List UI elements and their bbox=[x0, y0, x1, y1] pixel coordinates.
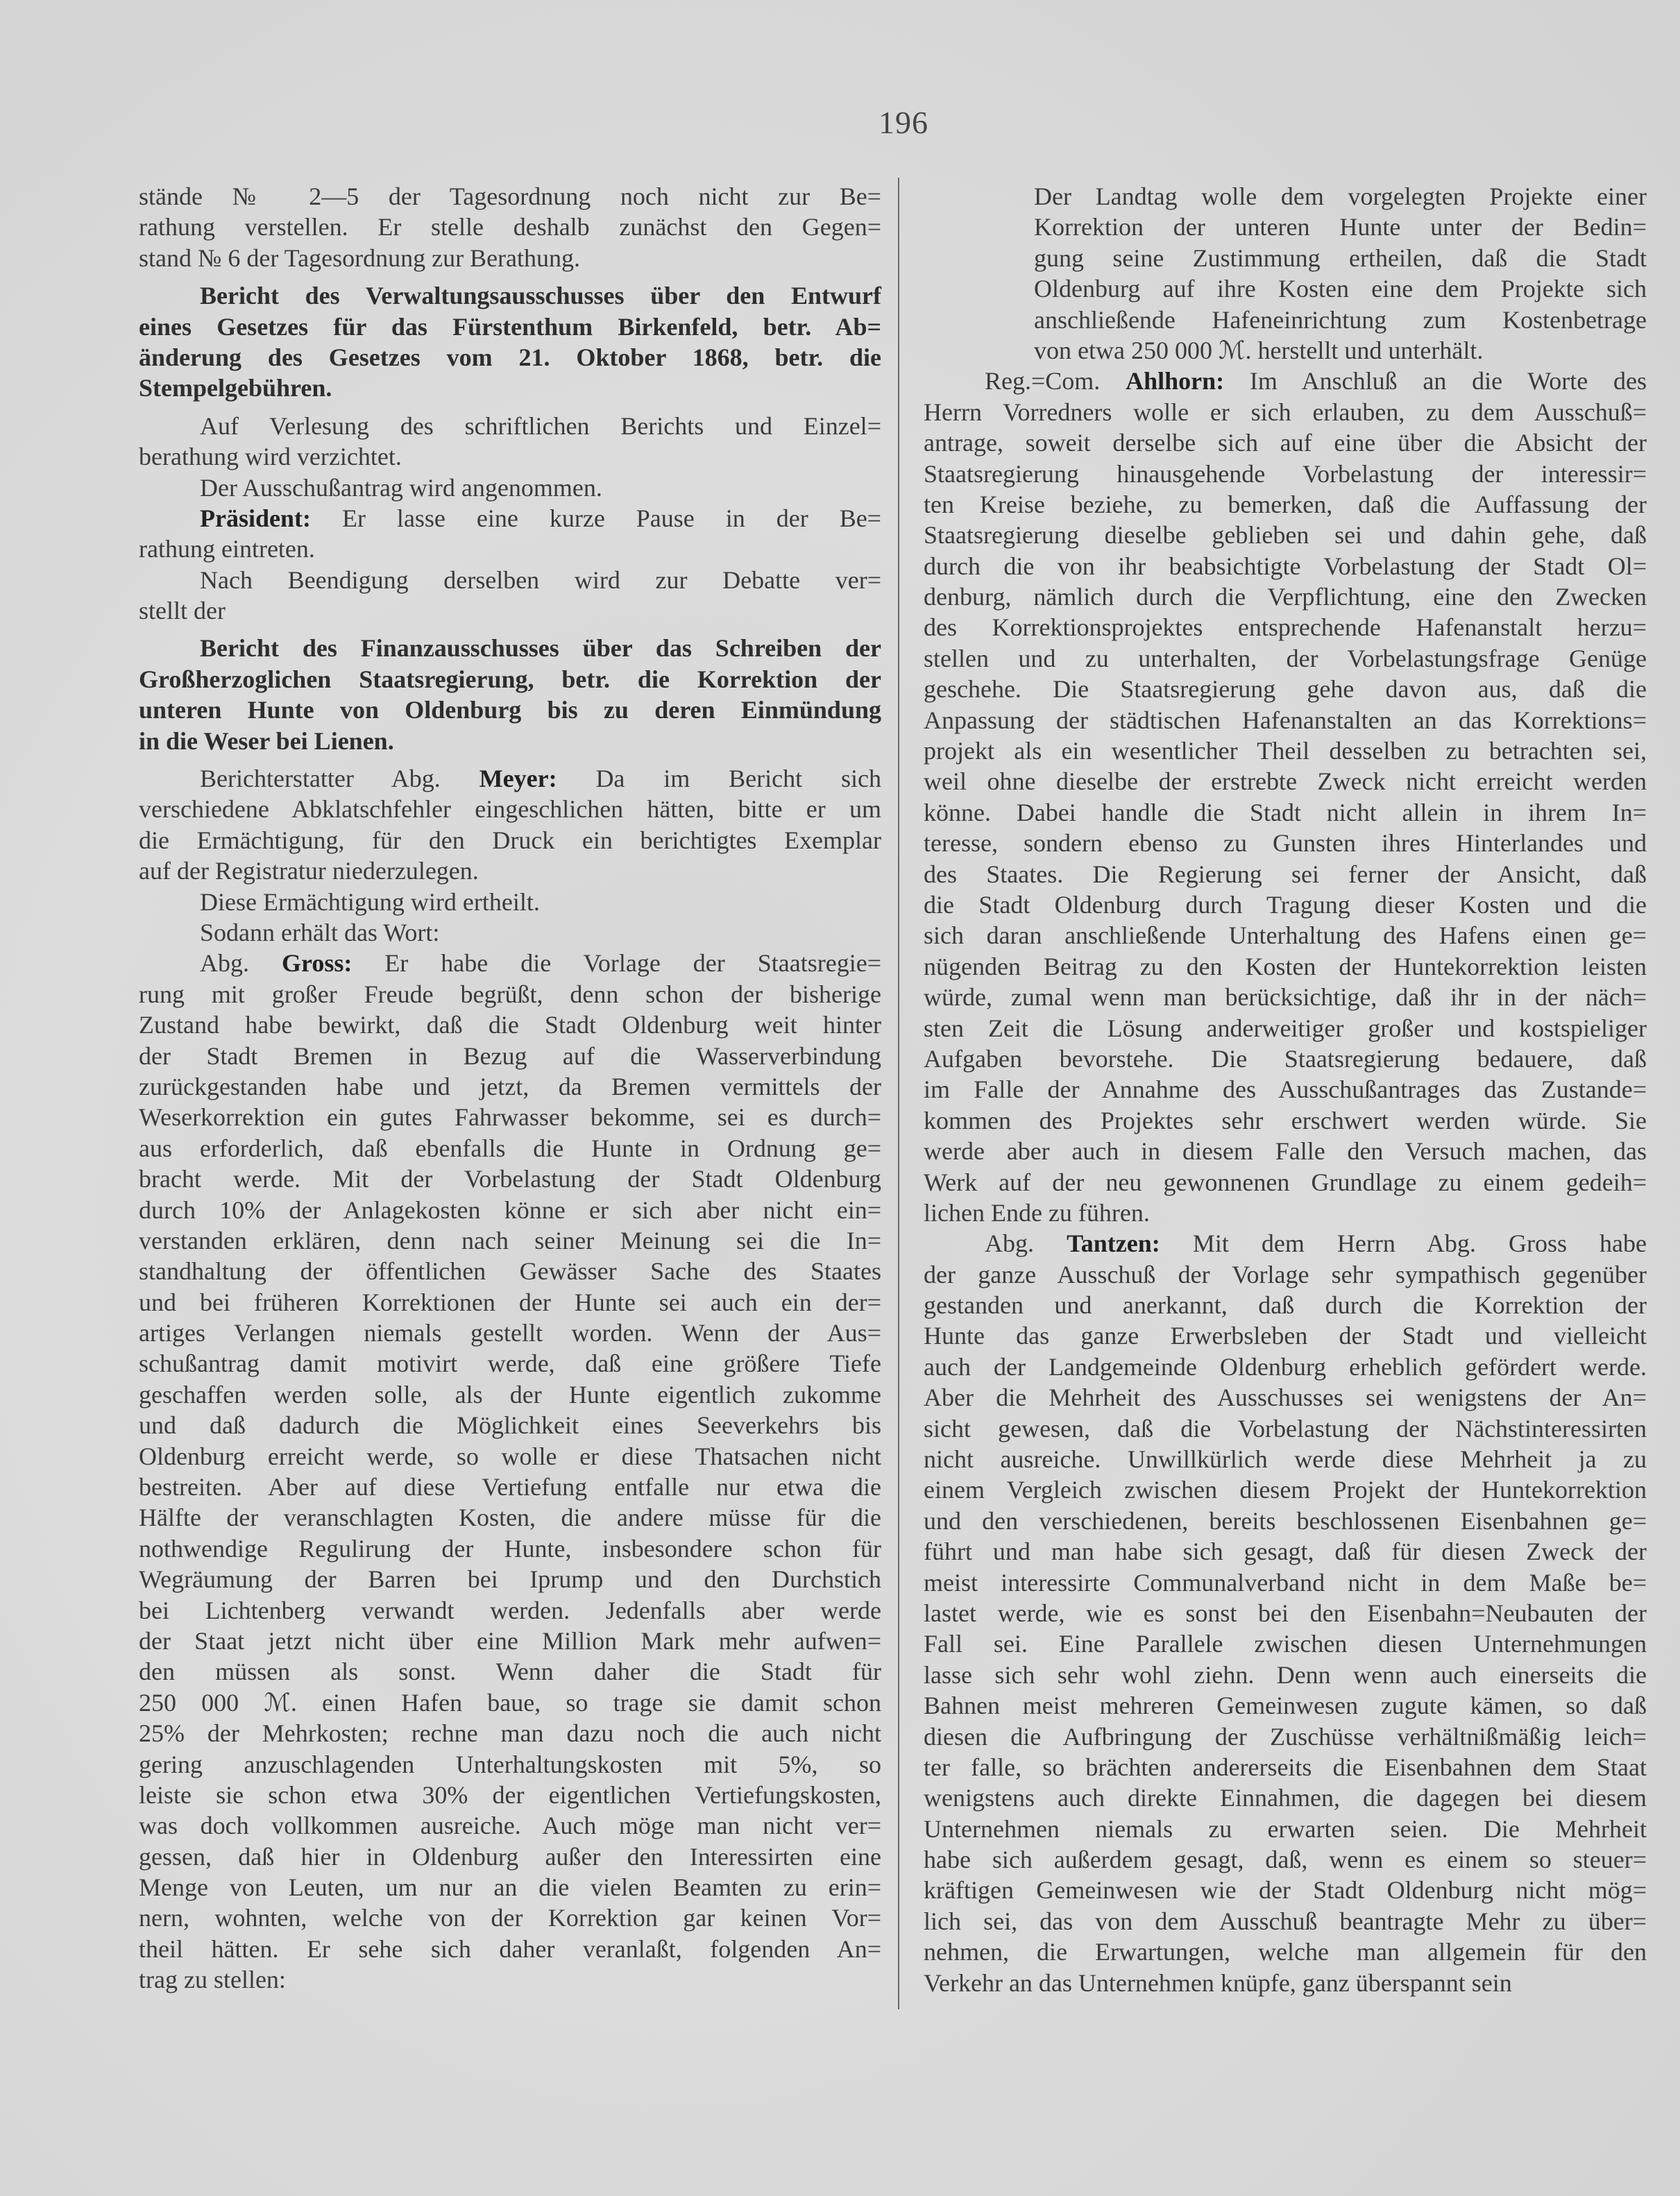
left-column bbox=[139, 181, 881, 1995]
text-line: Sodann erhält das Wort: bbox=[200, 918, 440, 946]
text-line: verstanden erklären, denn nach seiner Meinung sei die In= bbox=[139, 1226, 881, 1254]
right-column bbox=[924, 181, 1647, 1998]
text-line: auf der Registratur niederzulegen. bbox=[139, 857, 479, 885]
text-line bbox=[139, 948, 881, 978]
text-line: Großherzoglichen Staatsregierung, betr. die Korrektion der bbox=[139, 665, 881, 693]
text-line: Zustand habe bewirkt, daß die Stadt Oldenburg weit hinter bbox=[139, 1011, 881, 1039]
paragraph bbox=[139, 763, 881, 887]
speaker-name: Präsident: bbox=[200, 504, 311, 532]
text-line: weil ohne dieselbe der erstrebte Zweck nicht erreicht werden bbox=[924, 767, 1647, 796]
text-line: standhaltung der öffentlichen Gewässer Sache des Staates bbox=[139, 1257, 881, 1286]
text-line: nügenden Beitrag zu den Kosten der Huntekorrektion leisten bbox=[924, 952, 1647, 980]
text-line: einem Vergleich zwischen diesem Projekt der Huntekorrektion bbox=[924, 1476, 1647, 1504]
text-line: bestreiten. Aber auf diese Vertiefung entfalle nur etwa die bbox=[139, 1473, 881, 1501]
text-line: rathung verstellen. Er stelle deshalb zunächst den Gegen= bbox=[139, 213, 881, 241]
paragraph bbox=[139, 181, 881, 273]
text-line: Bericht des Verwaltungsausschusses über den Entwurf bbox=[200, 282, 881, 310]
text-line bbox=[139, 503, 881, 534]
text-line: lich sei, das von dem Ausschuß beantragte Mehr zu über= bbox=[924, 1907, 1647, 1935]
text-line bbox=[139, 763, 881, 794]
text-line: und bei früheren Korrektionen der Hunte sei auch ein der= bbox=[139, 1288, 881, 1316]
text-line: anschließende Hafeneinrichtung zum Kostenbetrage bbox=[1034, 305, 1647, 334]
paragraph bbox=[139, 473, 881, 503]
text-line: könne. Dabei handle die Stadt nicht allein in ihrem In= bbox=[924, 798, 1647, 826]
text-line: stände № 2—5 der Tagesordnung noch nicht zur Be= bbox=[139, 182, 881, 210]
text-line: nicht ausreiche. Unwillkürlich werde diese Mehrheit ja zu bbox=[924, 1445, 1647, 1474]
text-line: in die Weser bei Lienen. bbox=[139, 726, 394, 755]
line-text: Er habe die Vorlage der Staatsregie= bbox=[352, 949, 882, 978]
speaker-title: Reg.=Com. bbox=[985, 367, 1126, 395]
text-line: Hunte das ganze Erwerbsleben der Stadt und vielleicht bbox=[924, 1322, 1647, 1350]
text-line: Oldenburg erreicht werde, so wolle er diese Thatsachen nicht bbox=[139, 1442, 881, 1470]
text-line: Hälfte der veranschlagten Kosten, die andere müsse für die bbox=[139, 1504, 881, 1532]
text-line: Aber die Mehrheit des Ausschusses sei wenigstens der An= bbox=[924, 1384, 1647, 1412]
text-line: Staatsregierung hinausgehende Vorbelastung der interessir= bbox=[924, 459, 1647, 488]
text-line: rathung eintreten. bbox=[139, 535, 315, 563]
text-line: des Korrektionsprojektes entsprechende Hafenanstalt herzu= bbox=[924, 613, 1647, 642]
text-line: nehmen, die Erwartungen, welche man allgemein für den bbox=[924, 1938, 1647, 1966]
text-line: lastet werde, wie es sonst bei den Eisenbahn=Neubauten der bbox=[924, 1599, 1647, 1627]
text-line: Nach Beendigung derselben wird zur Debatte ver= bbox=[200, 565, 881, 594]
text-line: Herrn Vorredners wolle er sich erlauben, zu dem Ausschuß= bbox=[924, 398, 1647, 426]
text-line: diesen die Aufbringung der Zuschüsse verhältnißmäßig leich= bbox=[924, 1722, 1647, 1751]
paragraph bbox=[139, 411, 881, 473]
speaker-name: Gross: bbox=[281, 949, 353, 978]
text-line: Fall sei. Eine Parallele zwischen diesen Unternehmungen bbox=[924, 1630, 1647, 1658]
text-line: den müssen als sonst. Wenn daher die Stadt für bbox=[139, 1658, 881, 1686]
paragraph bbox=[924, 366, 1647, 1228]
text-line: Unternehmen niemals zu erwarten seien. Die Mehrheit bbox=[924, 1814, 1647, 1843]
text-line: Werk auf der neu gewonnenen Grundlage zu einem gedeih= bbox=[924, 1168, 1647, 1196]
text-line: schußantrag damit motivirt werde, daß eine größere Tiefe bbox=[139, 1350, 881, 1378]
text-line: durch 10% der Anlagekosten könne er sich aber nicht ein= bbox=[139, 1195, 881, 1224]
page-number: 196 bbox=[879, 105, 928, 140]
text-line bbox=[924, 366, 1647, 396]
text-line: Diese Ermächtigung wird ertheilt. bbox=[200, 887, 540, 916]
text-line: Bericht des Finanzausschusses über das Schreiben der bbox=[200, 634, 881, 663]
column-divider bbox=[898, 178, 899, 2009]
paragraph bbox=[139, 948, 881, 1995]
text-line: der Stadt Bremen in Bezug auf die Wasserverbindung bbox=[139, 1041, 881, 1070]
text-line: denburg, nämlich durch die Verpflichtung, eine den Zwecken bbox=[924, 583, 1647, 611]
text-line: meist interessirte Communalverband nicht in dem Maße be= bbox=[924, 1568, 1647, 1597]
text-line: Oldenburg auf ihre Kosten eine dem Projekte sich bbox=[1034, 275, 1647, 303]
text-line: gering anzuschlagenden Unterhaltungskosten mit 5%, so bbox=[139, 1750, 881, 1778]
text-line: gestanden und anerkannt, daß durch die Korrektion der bbox=[924, 1291, 1647, 1320]
text-line: bei Lichtenberg verwandt werden. Jedenfalls aber werde bbox=[139, 1596, 881, 1624]
text-line: eines Gesetzes für das Fürstenthum Birkenfeld, betr. Ab= bbox=[139, 312, 881, 341]
text-line: teresse, sondern ebenso zu Gunsten ihres Hinterlandes und bbox=[924, 829, 1647, 858]
text-line: Auf Verlesung des schriftlichen Berichts und Einzel= bbox=[200, 411, 881, 440]
speaker-title: Abg. bbox=[200, 949, 282, 978]
text-line: durch die von ihr beabsichtigte Vorbelastung der Stadt Ol= bbox=[924, 552, 1647, 580]
text-line bbox=[924, 1228, 1647, 1259]
line-text: Da im Bericht sich bbox=[557, 765, 881, 793]
line-text: Er lasse eine kurze Pause in der Be= bbox=[310, 504, 881, 532]
motion-text bbox=[1034, 181, 1647, 366]
text-line: sten Zeit die Lösung anderweitiger großer und kostspieliger bbox=[924, 1014, 1647, 1042]
text-line: leiste sie schon etwa 30% der eigentlichen Vertiefungskosten, bbox=[139, 1780, 881, 1809]
section-heading bbox=[139, 633, 881, 756]
section-heading bbox=[139, 280, 881, 404]
text-line: berathung wird verzichtet. bbox=[139, 443, 402, 471]
text-line: lichen Ende zu führen. bbox=[924, 1198, 1150, 1227]
text-line: trag zu stellen: bbox=[139, 1966, 286, 1994]
text-line: der ganze Ausschuß der Vorlage sehr sympathisch gegenüber bbox=[924, 1260, 1647, 1288]
text-line: artiges Verlangen niemals gestellt worden. Wenn der Aus= bbox=[139, 1319, 881, 1347]
text-line: gung seine Zustimmung ertheilen, daß die Stadt bbox=[1034, 244, 1647, 272]
text-line: Stempelgebühren. bbox=[139, 374, 332, 402]
paragraph bbox=[924, 1228, 1647, 1998]
text-line: wenigstens auch direkte Einnahmen, die dagegen bei diesem bbox=[924, 1784, 1647, 1812]
text-line: nern, wohnten, welche von der Korrektion gar keinen Vor= bbox=[139, 1904, 881, 1932]
text-line: der Staat jetzt nicht über eine Million Mark mehr aufwen= bbox=[139, 1626, 881, 1655]
text-line: die Stadt Oldenburg durch Tragung dieser Kosten und die bbox=[924, 890, 1647, 919]
text-line: ter falle, so brächten andererseits die Eisenbahnen dem Staat bbox=[924, 1753, 1647, 1781]
speaker-name: Ahlhorn: bbox=[1126, 367, 1225, 395]
text-line: stand № 6 der Tagesordnung zur Berathung. bbox=[139, 244, 581, 272]
line-text: Im Anschluß an die Worte des bbox=[1224, 367, 1647, 395]
text-line: Anpassung der städtischen Hafenanstalten an das Korrektions= bbox=[924, 706, 1647, 734]
text-line: würde, zumal wenn man berücksichtige, daß ihr in der näch= bbox=[924, 983, 1647, 1012]
text-line: im Falle der Annahme des Ausschußantrages das Zustande= bbox=[924, 1075, 1647, 1104]
text-line: sich daran anschließende Unterhaltung des Hafens einen ge= bbox=[924, 921, 1647, 950]
speaker-name: Tantzen: bbox=[1067, 1229, 1160, 1258]
paragraph bbox=[139, 887, 881, 917]
text-line: ten Kreise beziehe, zu bemerken, daß die Auffassung der bbox=[924, 490, 1647, 518]
text-line: habe sich außerdem gesagt, daß, wenn es einem so steuer= bbox=[924, 1846, 1647, 1874]
text-line: Bahnen meist mehreren Gemeinwesen zugute kämen, so daß bbox=[924, 1692, 1647, 1720]
text-line: Menge von Leuten, um nur an die vielen Beamten zu erin= bbox=[139, 1873, 881, 1902]
text-line: 250 000 ℳ. einen Hafen baue, so trage sie damit schon bbox=[139, 1688, 881, 1717]
text-line: und den verschiedenen, bereits beschlossenen Eisenbahnen ge= bbox=[924, 1506, 1647, 1535]
text-line: nothwendige Regulirung der Hunte, insbesondere schon für bbox=[139, 1534, 881, 1563]
text-line: Verkehr an das Unternehmen knüpfe, ganz überspannt sein bbox=[924, 1968, 1512, 1997]
text-line: theil hätten. Er sehe sich daher veranlaßt, folgenden An= bbox=[139, 1934, 881, 1963]
text-line: Korrektion der unteren Hunte unter der Bedin= bbox=[1034, 213, 1647, 241]
speaker-title: Berichterstatter Abg. bbox=[200, 765, 480, 793]
text-line: Der Ausschußantrag wird angenommen. bbox=[200, 473, 602, 502]
text-line: zurückgestanden habe und jetzt, da Bremen vermittels der bbox=[139, 1072, 881, 1100]
text-line: aus erforderlich, daß ebenfalls die Hunte in Ordnung ge= bbox=[139, 1134, 881, 1162]
text-line: gessen, daß hier in Oldenburg außer den Interessirten eine bbox=[139, 1842, 881, 1871]
text-line: die Ermächtigung, für den Druck ein berichtigtes Exemplar bbox=[139, 826, 881, 854]
text-line: geschaffen werden solle, als der Hunte eigentlich zukomme bbox=[139, 1380, 881, 1408]
paragraph bbox=[139, 503, 881, 565]
text-line: und daß dadurch die Möglichkeit eines Seeverkehrs bis bbox=[139, 1411, 881, 1440]
text-line: änderung des Gesetzes vom 21. Oktober 1868, betr. die bbox=[139, 343, 881, 371]
text-line: von etwa 250 000 ℳ. herstellt und unterhält. bbox=[1034, 336, 1484, 364]
speaker-title: Abg. bbox=[985, 1229, 1067, 1258]
text-line: auch der Landgemeinde Oldenburg erheblich gefördert werde. bbox=[924, 1352, 1647, 1381]
text-line: bracht werde. Mit der Vorbelastung der Stadt Oldenburg bbox=[139, 1165, 881, 1193]
text-line: verschiedene Abklatschfehler eingeschlichen hätten, bitte er um bbox=[139, 795, 881, 824]
text-line: sicht gewesen, daß die Vorbelastung der Nächstinteressirten bbox=[924, 1414, 1647, 1442]
text-line: was doch vollkommen ausreiche. Auch möge man nicht ver= bbox=[139, 1812, 881, 1840]
text-line: 25% der Mehrkosten; rechne man dazu noch die auch nicht bbox=[139, 1719, 881, 1748]
text-line: kommen des Projektes sehr erschwert werden würde. Sie bbox=[924, 1106, 1647, 1134]
paragraph bbox=[139, 565, 881, 627]
text-line: Wegräumung der Barren bei Iprump und den Durchstich bbox=[139, 1565, 881, 1594]
text-line: Der Landtag wolle dem vorgelegten Projekte einer bbox=[1034, 182, 1647, 210]
text-line: rung mit großer Freude begrüßt, denn schon der bisherige bbox=[139, 980, 881, 1008]
text-line: des Staates. Die Regierung sei ferner der Ansicht, daß bbox=[924, 860, 1647, 888]
line-text: Mit dem Herrn Abg. Gross habe bbox=[1160, 1229, 1647, 1258]
text-line: werde aber auch in diesem Falle den Versuch machen, das bbox=[924, 1137, 1647, 1166]
text-line: stellen und zu unterhalten, der Vorbelastungsfrage Genüge bbox=[924, 644, 1647, 672]
text-line: Weserkorrektion ein gutes Fahrwasser bekomme, sei es durch= bbox=[139, 1103, 881, 1132]
text-line: stellt der bbox=[139, 597, 226, 625]
text-line: projekt als ein wesentlicher Theil desselben zu betrachten sei, bbox=[924, 737, 1647, 765]
text-line: Staatsregierung dieselbe geblieben sei und dahin gehe, daß bbox=[924, 521, 1647, 550]
text-line: Aufgaben bevorstehe. Die Staatsregierung bedauere, daß bbox=[924, 1044, 1647, 1073]
text-line: geschehe. Die Staatsregierung gehe davon aus, daß die bbox=[924, 675, 1647, 704]
text-line: führt und man habe sich gesagt, daß für diesen Zweck der bbox=[924, 1538, 1647, 1566]
text-line: lasse sich sehr wohl ziehn. Denn wenn auch einerseits die bbox=[924, 1660, 1647, 1689]
text-line: unteren Hunte von Oldenburg bis zu deren Einmündung bbox=[139, 696, 881, 724]
text-line: kräftigen Gemeinwesen wie der Stadt Oldenburg nicht mög= bbox=[924, 1876, 1647, 1905]
text-line: antrage, soweit derselbe sich auf eine über die Absicht der bbox=[924, 429, 1647, 457]
speaker-name: Meyer: bbox=[479, 765, 557, 793]
paragraph bbox=[139, 917, 881, 948]
